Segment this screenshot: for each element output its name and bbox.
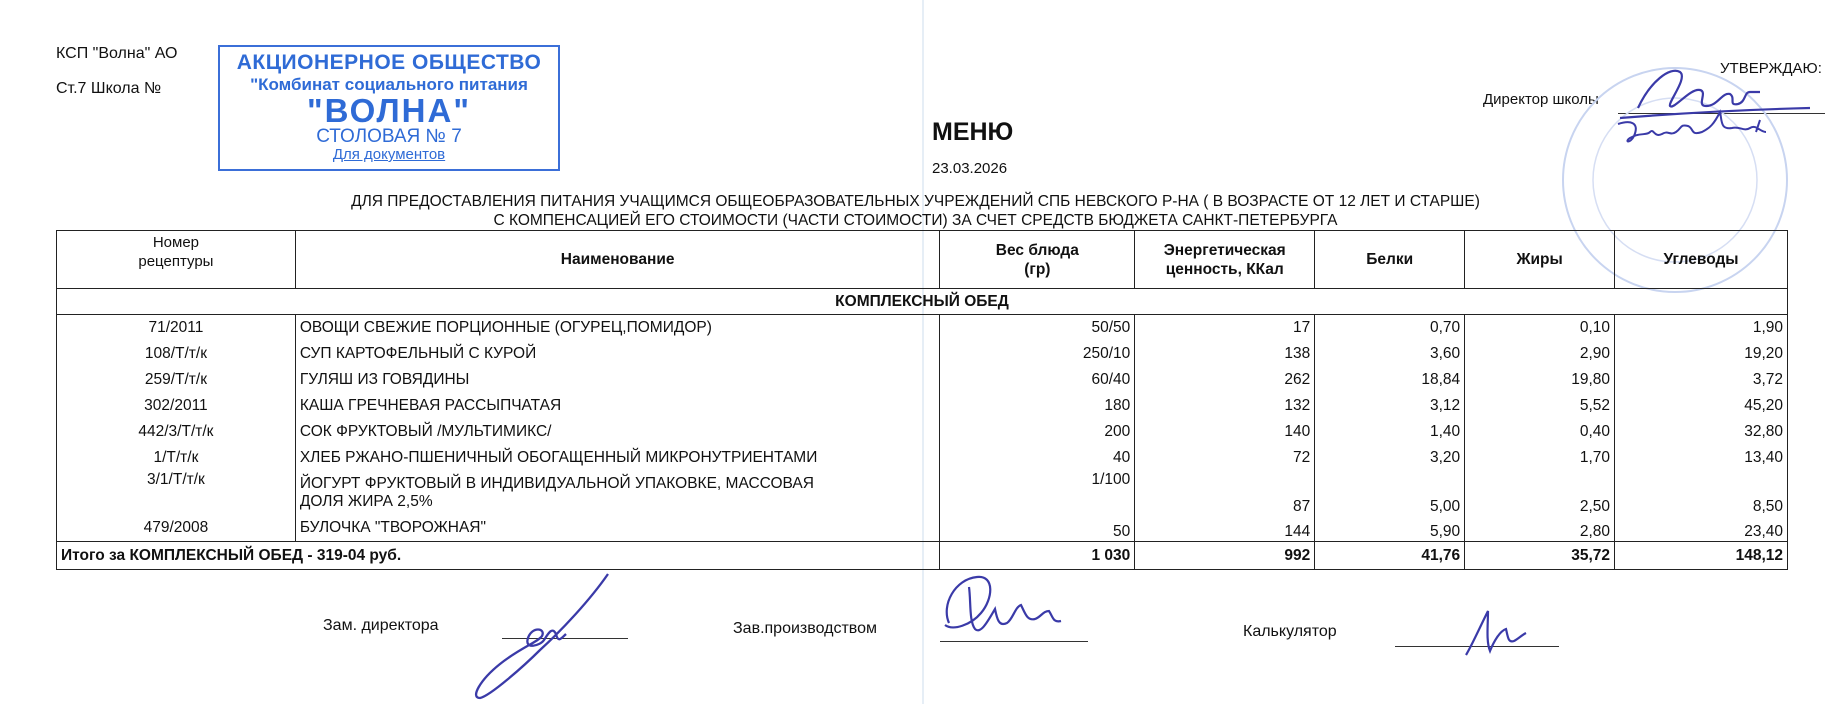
dish-name-cell: ХЛЕБ РЖАНО-ПШЕНИЧНЫЙ ОБОГАЩЕННЫЙ МИКРОНУТРИЕНТАМИ [295,445,940,471]
col-energy-header [1135,231,1315,289]
col-recipe-header [57,231,296,289]
carbs-cell: 32,80 [1615,419,1788,445]
table-row [57,341,1788,367]
col-weight-line-1: Вес блюда [995,241,1079,259]
fat-cell: 0,40 [1465,419,1615,445]
recipe-cell: 302/2011 [57,393,296,419]
weight-cell: 40 [940,445,1135,471]
dish-name-cell: ГУЛЯШ ИЗ ГОВЯДИНЫ [295,367,940,393]
energy-cell: 87 [1135,471,1315,516]
protein-cell: 5,00 [1315,471,1465,516]
fat-cell: 2,90 [1465,341,1615,367]
carbs-cell: 8,50 [1615,471,1788,516]
total-label: Итого за КОМПЛЕКСНЫЙ ОБЕД - 319-04 руб. [57,542,940,570]
recipe-cell: 1/Т/т/к [57,445,296,471]
carbs-cell: 1,90 [1615,315,1788,341]
dish-name-cell: БУЛОЧКА "ТВОРОЖНАЯ" [295,516,940,542]
total-weight: 1 030 [940,542,1135,570]
recipe-cell: 108/Т/т/к [57,341,296,367]
col-weight-header [940,231,1135,289]
stamp-line-5: Для документов [332,146,446,163]
menu-date: 23.03.2026 [932,160,1008,177]
table-body [57,315,1788,542]
deputy-director-label: Зам. директора [323,617,439,634]
production-head-label: Зав.производством [733,620,877,637]
calculator-label: Калькулятор [1243,623,1337,640]
total-fat: 35,72 [1465,542,1615,570]
total-energy: 992 [1135,542,1315,570]
production-signature [935,565,1095,650]
fat-cell: 19,80 [1465,367,1615,393]
table-row [57,445,1788,471]
col-recipe-line-1: Номер [152,234,199,251]
dish-name-cell: СОК ФРУКТОВЫЙ /МУЛЬТИМИКС/ [295,419,940,445]
weight-cell: 50/50 [940,315,1135,341]
col-weight-line-2: (гр) [1024,260,1051,278]
stamp-line-2: "Комбинат социального питания [250,75,528,94]
stamp-line-4: СТОЛОВАЯ № 7 [316,126,462,147]
dish-name-line-1: ЙОГУРТ ФРУКТОВЫЙ В ИНДИВИДУАЛЬНОЙ УПАКОВКЕ, МАССОВАЯ [299,475,814,492]
menu-title: МЕНЮ [932,118,1014,146]
weight-cell: 50 [940,516,1135,542]
col-name-header: Наименование [295,231,940,289]
carbs-cell: 23,40 [1615,516,1788,542]
director-signature [1610,62,1831,172]
energy-cell: 138 [1135,341,1315,367]
carbs-cell: 45,20 [1615,393,1788,419]
director-label: Директор школы [1483,91,1599,108]
total-carbs: 148,12 [1615,542,1788,570]
fat-cell: 5,52 [1465,393,1615,419]
energy-cell: 262 [1135,367,1315,393]
deputy-signature [470,570,640,704]
total-protein: 41,76 [1315,542,1465,570]
fat-cell: 0,10 [1465,315,1615,341]
table-row [57,393,1788,419]
col-carbs-header: Углеводы [1615,231,1788,289]
fat-cell: 1,70 [1465,445,1615,471]
protein-cell: 5,90 [1315,516,1465,542]
energy-cell: 132 [1135,393,1315,419]
menu-subtitle-2: С КОМПЕНСАЦИЕЙ ЕГО СТОИМОСТИ (ЧАСТИ СТОИМОСТИ) ЗА СЧЕТ СРЕДСТВ БЮДЖЕТА САНКТ-ПЕТЕРБУРГА [493,212,1338,229]
weight-cell: 60/40 [940,367,1135,393]
energy-cell: 17 [1135,315,1315,341]
recipe-cell: 3/1/Т/т/к [57,471,296,516]
protein-cell: 0,70 [1315,315,1465,341]
protein-cell: 1,40 [1315,419,1465,445]
energy-cell: 144 [1135,516,1315,542]
protein-cell: 18,84 [1315,367,1465,393]
fat-cell: 2,80 [1465,516,1615,542]
approve-label: УТВЕРЖДАЮ: [1720,60,1822,77]
carbs-cell: 3,72 [1615,367,1788,393]
calculator-signature [1460,605,1550,665]
organization-name: КСП "Волна" АО [56,45,178,62]
energy-cell: 72 [1135,445,1315,471]
table-row [57,471,1788,516]
recipe-cell: 259/Т/т/к [57,367,296,393]
dish-name-cell [295,471,940,516]
protein-cell: 3,12 [1315,393,1465,419]
table-header-row [57,231,1788,289]
menu-table [56,230,1788,570]
table-row [57,516,1788,542]
dish-name-cell: СУП КАРТОФЕЛЬНЫЙ С КУРОЙ [295,341,940,367]
col-energy-line-1: Энергетическая [1163,241,1286,259]
dish-name-cell: КАША ГРЕЧНЕВАЯ РАССЫПЧАТАЯ [295,393,940,419]
stamp-line-3: "ВОЛНА" [307,92,471,129]
col-protein-header: Белки [1315,231,1465,289]
dish-name-line-2: ДОЛЯ ЖИРА 2,5% [299,493,433,510]
fat-cell: 2,50 [1465,471,1615,516]
weight-cell: 200 [940,419,1135,445]
energy-cell: 140 [1135,419,1315,445]
col-fat-header: Жиры [1465,231,1615,289]
col-energy-line-2: ценность, ККал [1165,260,1284,278]
weight-cell: 1/100 [940,471,1135,516]
carbs-cell: 13,40 [1615,445,1788,471]
recipe-cell: 479/2008 [57,516,296,542]
school-name: Ст.7 Школа № [56,80,162,97]
table-row [57,419,1788,445]
organization-stamp [218,45,560,171]
recipe-cell: 442/3/Т/т/к [57,419,296,445]
weight-cell: 180 [940,393,1135,419]
table-row [57,367,1788,393]
carbs-cell: 19,20 [1615,341,1788,367]
dish-name-cell: ОВОЩИ СВЕЖИЕ ПОРЦИОННЫЕ (ОГУРЕЦ,ПОМИДОР) [295,315,940,341]
protein-cell: 3,60 [1315,341,1465,367]
total-row [57,542,1788,570]
section-row [57,289,1788,315]
menu-subtitle-1: ДЛЯ ПРЕДОСТАВЛЕНИЯ ПИТАНИЯ УЧАЩИМСЯ ОБЩЕОБРАЗОВАТЕЛЬНЫХ УЧРЕЖДЕНИЙ СПБ НЕВСКОГО Р-НА ( В ВОЗРАСТЕ ОТ 12 ЛЕТ И СТАРШЕ) [351,193,1480,210]
protein-cell: 3,20 [1315,445,1465,471]
stamp-line-1: АКЦИОНЕРНОЕ ОБЩЕСТВО [236,51,542,74]
weight-cell: 250/10 [940,341,1135,367]
table-row [57,315,1788,341]
recipe-cell: 71/2011 [57,315,296,341]
col-recipe-line-2: рецептуры [138,253,214,270]
section-title: КОМПЛЕКСНЫЙ ОБЕД [57,289,1788,315]
